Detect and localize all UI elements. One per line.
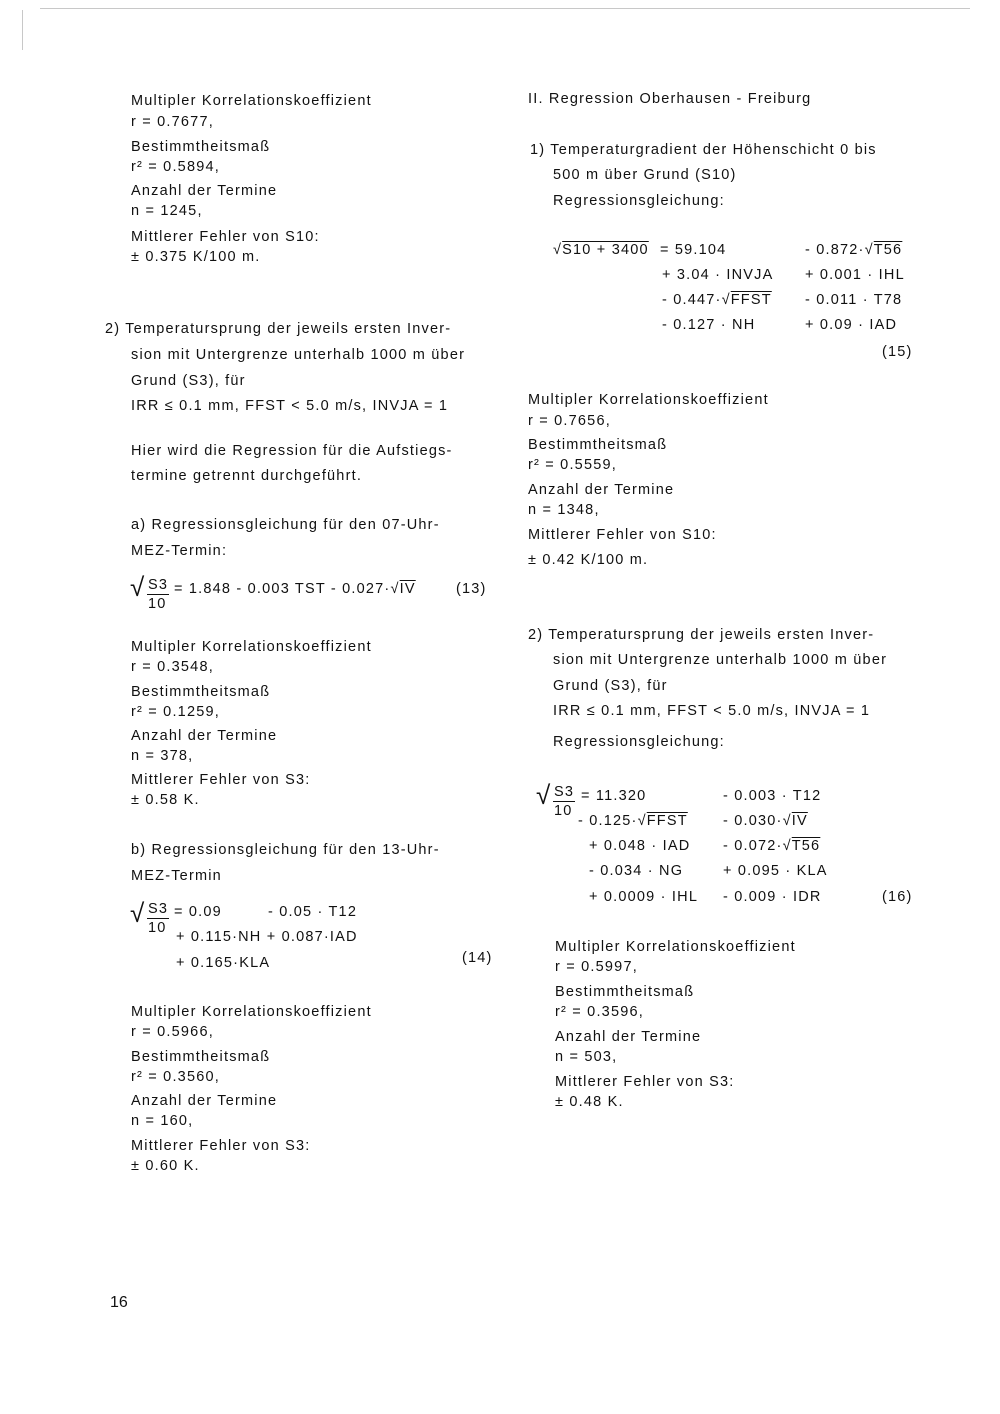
- paragraph-line: IRR ≤ 0.1 mm, FFST < 5.0 m/s, INVJA = 1: [131, 398, 449, 414]
- scan-edge-top: [40, 8, 970, 9]
- stat-value: ± 0.60 K.: [131, 1158, 200, 1174]
- root-argument: IV: [791, 813, 808, 829]
- stat-value: r² = 0.3596,: [555, 1004, 644, 1020]
- stat-value: n = 160,: [131, 1113, 194, 1129]
- fraction-numerator: S3: [148, 577, 169, 593]
- equation-term: + 0.09 · IAD: [805, 317, 898, 333]
- subheading-line: MEZ-Termin: [131, 868, 222, 884]
- stat-value: r = 0.7677,: [131, 114, 214, 130]
- equation-term: + 0.048 · IAD: [589, 838, 691, 854]
- subheading-line: a) Regressionsgleichung für den 07-Uhr-: [131, 517, 440, 533]
- stat-label: Multipler Korrelationskoeffizient: [131, 639, 372, 655]
- equation-term: - 0.034 · NG: [589, 863, 684, 879]
- equation-term: = 11.320: [581, 788, 647, 804]
- radical-sign: √: [536, 780, 552, 810]
- equation-term: - 0.003 · T12: [723, 788, 822, 804]
- paragraph-line: IRR ≤ 0.1 mm, FFST < 5.0 m/s, INVJA = 1: [553, 703, 871, 719]
- stat-label: Anzahl der Termine: [131, 1093, 278, 1109]
- paragraph-line: Grund (S3), für: [553, 678, 668, 694]
- fraction-denominator: 10: [554, 803, 573, 819]
- stat-label: Multipler Korrelationskoeffizient: [131, 1004, 372, 1020]
- equation-term: + 0.001 · IHL: [805, 267, 905, 283]
- stat-label: Mittlerer Fehler von S10:: [528, 527, 717, 543]
- radical-sign: √: [130, 898, 146, 928]
- radical-sign: √: [130, 572, 146, 602]
- stat-label: Anzahl der Termine: [528, 482, 675, 498]
- stat-value: r = 0.7656,: [528, 413, 611, 429]
- equation-term: - 0.009 · IDR: [723, 889, 822, 905]
- equation-text: - 0.447·√: [662, 292, 731, 308]
- stat-value: r = 0.3548,: [131, 659, 214, 675]
- stat-label: Mittlerer Fehler von S3:: [131, 1138, 311, 1154]
- root-argument: IV: [399, 581, 416, 597]
- stat-value: r² = 0.5559,: [528, 457, 617, 473]
- paragraph-line: Regressionsgleichung:: [553, 193, 725, 209]
- equation-number: (16): [882, 889, 913, 905]
- stat-value: r² = 0.3560,: [131, 1069, 220, 1085]
- subheading-line: b) Regressionsgleichung für den 13-Uhr-: [131, 842, 440, 858]
- equation-term: = 59.104: [660, 242, 727, 258]
- stat-label: Bestimmtheitsmaß: [131, 1049, 271, 1065]
- stat-value: r = 0.5997,: [555, 959, 638, 975]
- stat-label: Anzahl der Termine: [555, 1029, 702, 1045]
- equation-term: - 0.05 · T12: [268, 904, 358, 920]
- equation-number: (14): [462, 950, 493, 966]
- fraction-denominator: 10: [148, 920, 167, 936]
- stat-label: Bestimmtheitsmaß: [131, 684, 271, 700]
- section-title: II. Regression Oberhausen - Freiburg: [528, 91, 812, 107]
- stat-label: Anzahl der Termine: [131, 183, 278, 199]
- equation-term: [723, 839, 820, 854]
- subheading-line: MEZ-Termin:: [131, 543, 228, 559]
- stat-value: r² = 0.1259,: [131, 704, 220, 720]
- equation-term: + 0.0009 · IHL: [589, 889, 699, 905]
- equation-term: - 0.011 · T78: [805, 292, 903, 308]
- stat-label: Multipler Korrelationskoeffizient: [555, 939, 796, 955]
- stat-value: ± 0.48 K.: [555, 1094, 624, 1110]
- stat-value: ± 0.375 K/100 m.: [131, 249, 261, 265]
- stat-value: ± 0.58 K.: [131, 792, 200, 808]
- root-argument: T56: [873, 242, 903, 258]
- equation-term: [723, 814, 808, 829]
- paragraph-line: Regressionsgleichung:: [553, 734, 725, 750]
- paragraph-line: 2) Temperatursprung der jeweils ersten Inver-: [105, 321, 452, 337]
- stat-value: r² = 0.5894,: [131, 159, 220, 175]
- paragraph-line: Grund (S3), für: [131, 373, 246, 389]
- stat-label: Anzahl der Termine: [131, 728, 278, 744]
- equation-term: [805, 243, 902, 258]
- equation-term: [662, 293, 772, 308]
- page-number: 16: [110, 1294, 128, 1311]
- stat-value: n = 378,: [131, 748, 194, 764]
- stat-value: n = 1348,: [528, 502, 600, 518]
- equation-text: - 0.872·√: [805, 242, 874, 258]
- stat-value: ± 0.42 K/100 m.: [528, 552, 649, 568]
- stat-label: Multipler Korrelationskoeffizient: [528, 392, 769, 408]
- fraction-numerator: S3: [148, 901, 169, 917]
- stat-label: Bestimmtheitsmaß: [528, 437, 668, 453]
- equation-term: = 0.09: [174, 904, 222, 920]
- equation-text: - 0.030·√: [723, 813, 792, 829]
- paragraph-line: 2) Temperatursprung der jeweils ersten Inver-: [528, 627, 875, 643]
- stat-label: Bestimmtheitsmaß: [131, 139, 271, 155]
- equation-term: [578, 814, 688, 829]
- stat-label: Mittlerer Fehler von S3:: [555, 1074, 735, 1090]
- root-argument: FFST: [730, 292, 772, 308]
- note-line: Hier wird die Regression für die Aufstiegs-: [131, 443, 453, 459]
- equation-term: + 0.095 · KLA: [723, 863, 828, 879]
- fraction-numerator: S3: [554, 784, 575, 800]
- stat-value: r = 0.5966,: [131, 1024, 214, 1040]
- paragraph-line: sion mit Untergrenze unterhalb 1000 m über: [131, 347, 466, 363]
- paragraph-line: 1) Temperaturgradient der Höhenschicht 0 bis: [530, 142, 877, 158]
- scan-edge-left: [22, 10, 23, 50]
- stat-value: n = 1245,: [131, 203, 203, 219]
- stat-label: Bestimmtheitsmaß: [555, 984, 695, 1000]
- equation-number: (13): [456, 581, 487, 597]
- note-line: termine getrennt durchgeführt.: [131, 468, 363, 484]
- root-argument: T56: [791, 838, 821, 854]
- equation-term: + 3.04 · INVJA: [662, 267, 774, 283]
- stat-label: Multipler Korrelationskoeffizient: [131, 93, 372, 109]
- equation-term: - 0.127 · NH: [662, 317, 756, 333]
- equation-number: (15): [882, 344, 913, 360]
- equation-text: = 1.848 - 0.003 TST - 0.027·√: [174, 581, 400, 597]
- paragraph-line: sion mit Untergrenze unterhalb 1000 m über: [553, 652, 888, 668]
- stat-label: Mittlerer Fehler von S10:: [131, 229, 320, 245]
- equation-text: - 0.125·√: [578, 813, 647, 829]
- stat-label: Mittlerer Fehler von S3:: [131, 772, 311, 788]
- equation-lhs: √S10 + 3400: [553, 242, 649, 258]
- equation-13: [174, 582, 416, 597]
- equation-term: + 0.115·NH + 0.087·IAD: [176, 929, 358, 945]
- root-argument: FFST: [646, 813, 688, 829]
- stat-value: n = 503,: [555, 1049, 618, 1065]
- root-argument: S10 + 3400: [562, 242, 649, 258]
- equation-term: + 0.165·KLA: [176, 955, 271, 971]
- paragraph-line: 500 m über Grund (S10): [553, 167, 737, 183]
- fraction-denominator: 10: [148, 596, 167, 612]
- equation-text: - 0.072·√: [723, 838, 792, 854]
